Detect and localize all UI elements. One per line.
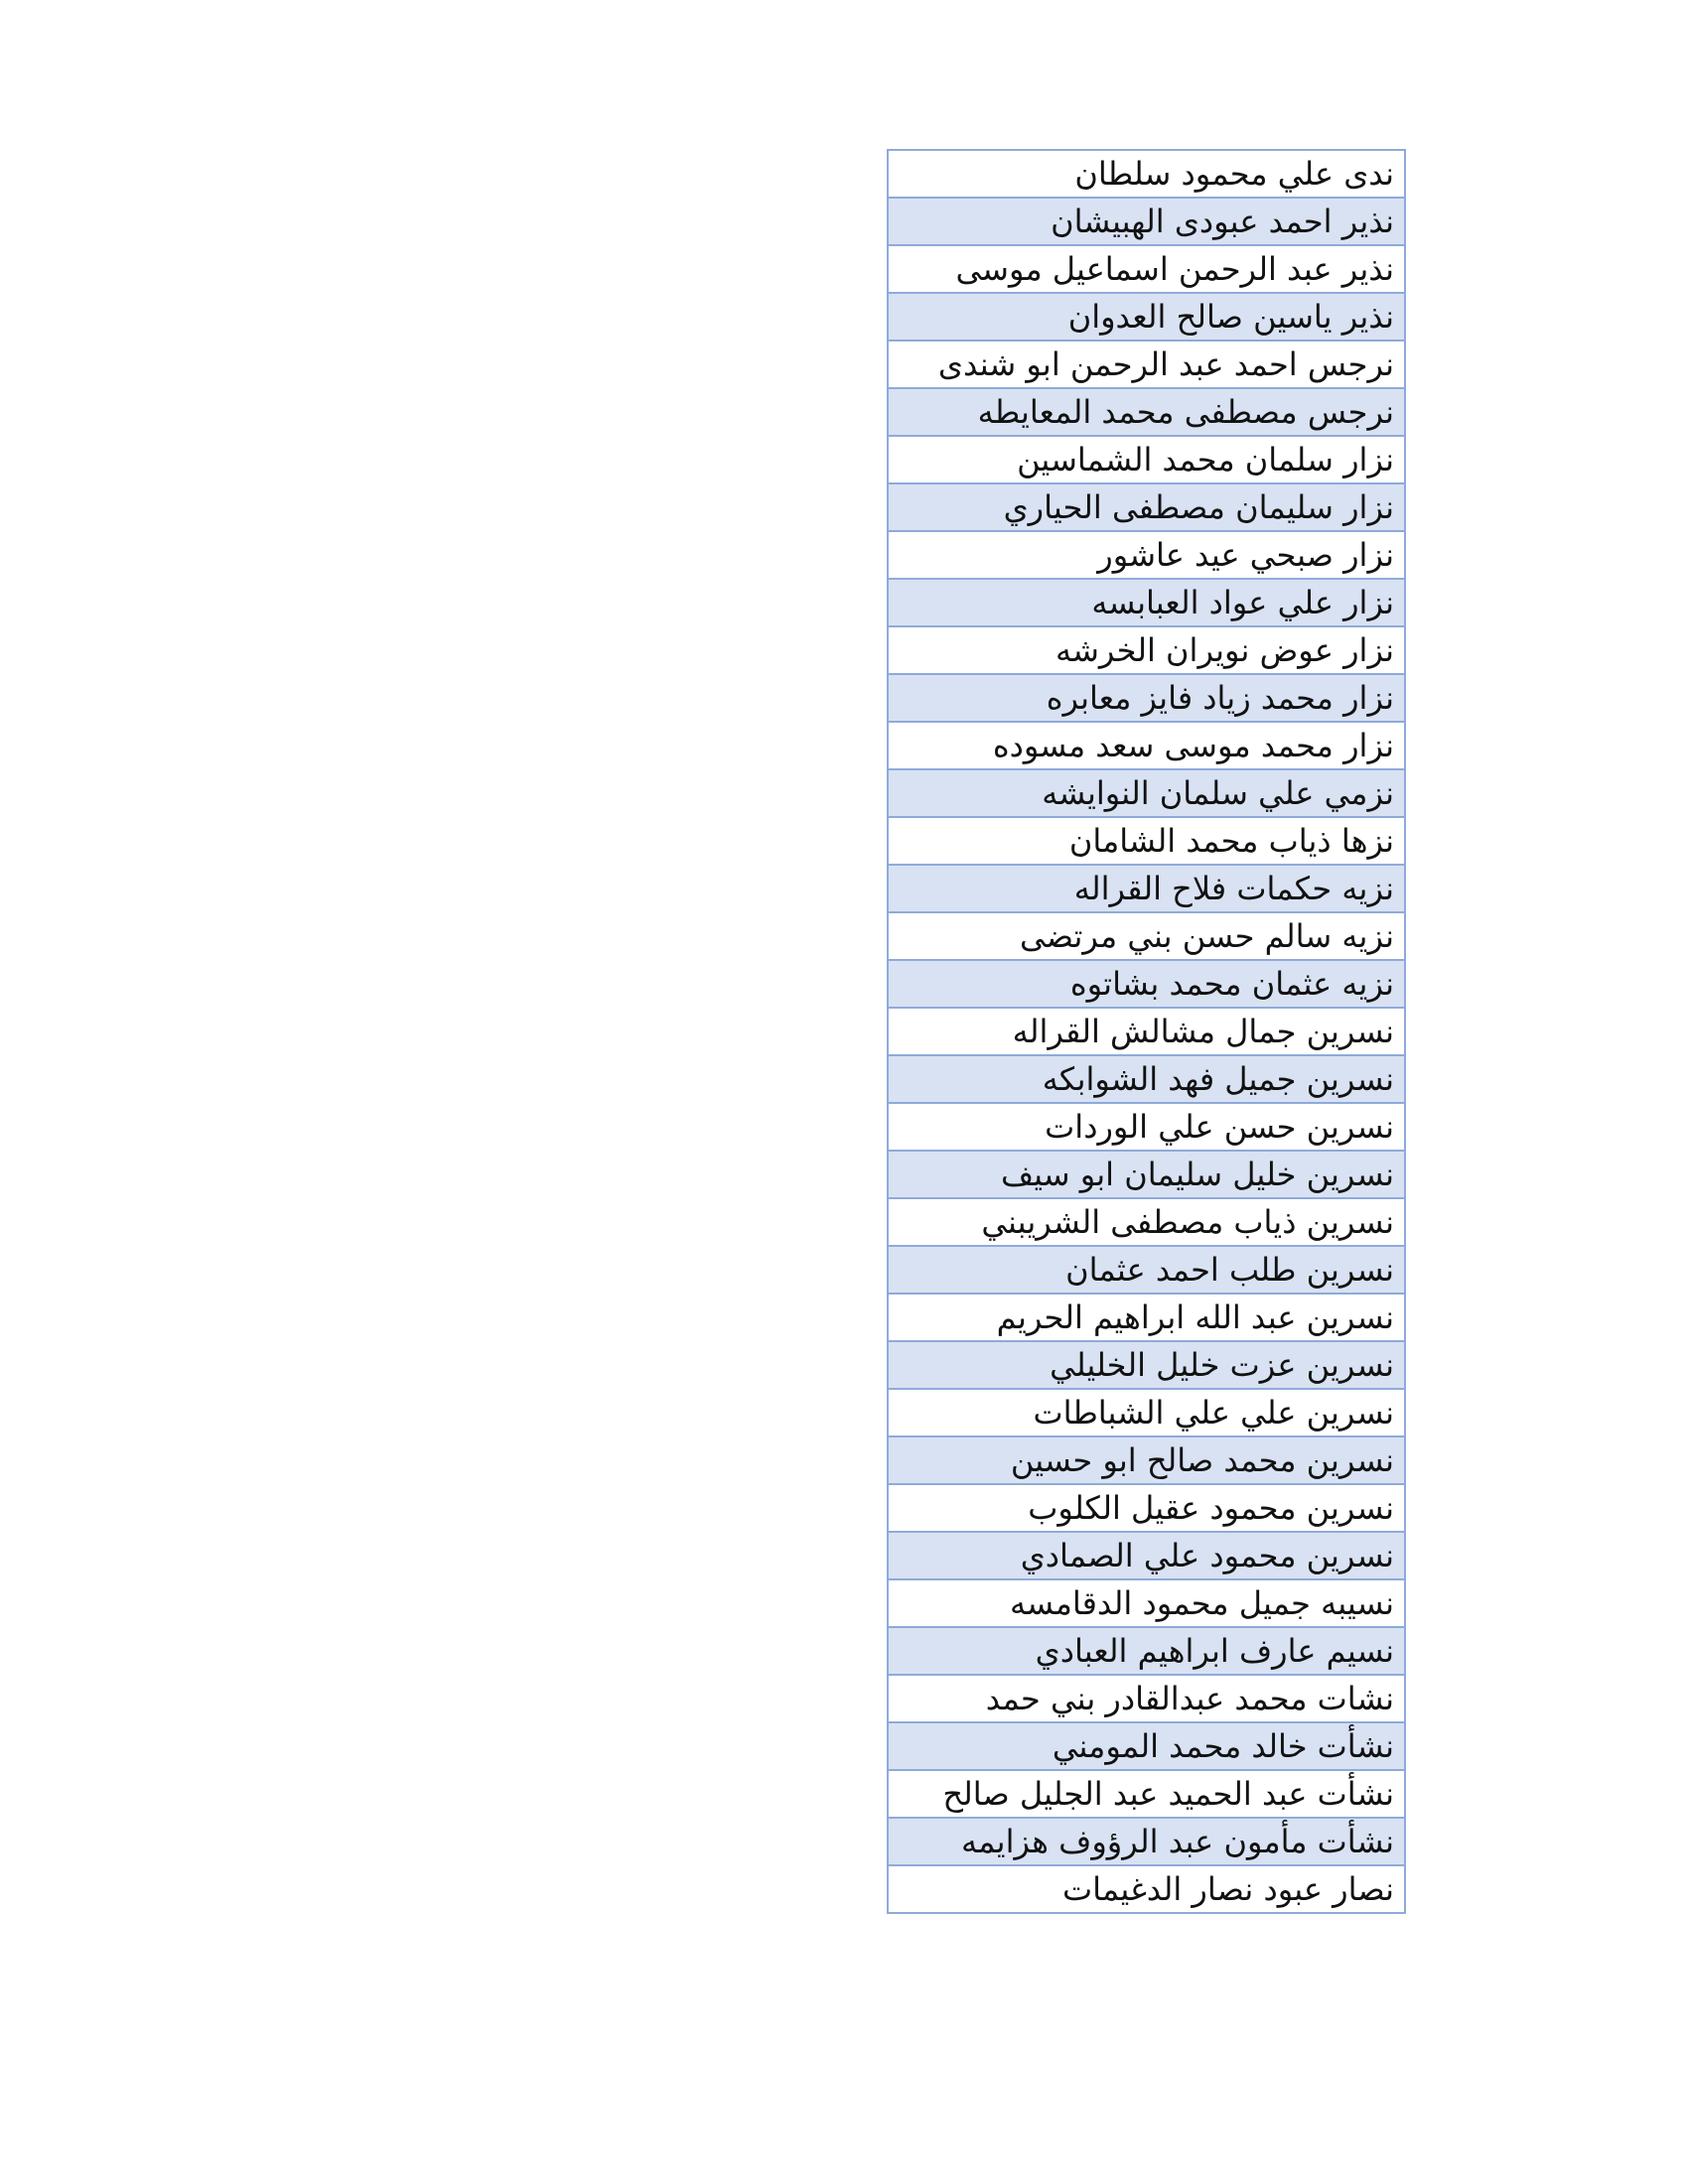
name-cell: نزار عوض نويران الخرشه <box>888 626 1405 674</box>
table-row <box>888 531 1405 579</box>
name-cell: نرجس احمد عبد الرحمن ابو شندى <box>888 341 1405 388</box>
table-row <box>888 198 1405 245</box>
table-row <box>888 865 1405 912</box>
name-cell: نسرين حسن علي الوردات <box>888 1103 1405 1151</box>
table-row <box>888 245 1405 293</box>
table-row <box>888 1436 1405 1484</box>
table-row <box>888 1055 1405 1103</box>
table-row <box>888 1770 1405 1818</box>
table-row <box>888 960 1405 1008</box>
name-cell: نسرين محمود علي الصمادي <box>888 1532 1405 1579</box>
table-row <box>888 293 1405 341</box>
table-row <box>888 769 1405 817</box>
name-cell: نزها ذياب محمد الشامان <box>888 817 1405 865</box>
table-row <box>888 436 1405 483</box>
name-cell: نشات محمد عبدالقادر بني حمد <box>888 1675 1405 1722</box>
name-cell: نسرين طلب احمد عثمان <box>888 1246 1405 1294</box>
table-row <box>888 1341 1405 1389</box>
name-cell: نذير ياسين صالح العدوان <box>888 293 1405 341</box>
name-cell: نزمي علي سلمان النوايشه <box>888 769 1405 817</box>
table-row <box>888 722 1405 769</box>
table-row <box>888 1818 1405 1865</box>
name-cell: نسيبه جميل محمود الدقامسه <box>888 1579 1405 1627</box>
table-row <box>888 1389 1405 1436</box>
table-row <box>888 1532 1405 1579</box>
name-cell: نسرين جمال مشالش القراله <box>888 1008 1405 1055</box>
name-cell: نزار محمد موسى سعد مسوده <box>888 722 1405 769</box>
names-table-body <box>888 150 1405 1913</box>
name-cell: نسرين ذياب مصطفى الشريبني <box>888 1198 1405 1246</box>
table-row <box>888 1675 1405 1722</box>
table-row <box>888 1484 1405 1532</box>
table-row <box>888 1865 1405 1913</box>
name-cell: نسرين جميل فهد الشوابكه <box>888 1055 1405 1103</box>
name-cell: نشأت خالد محمد المومني <box>888 1722 1405 1770</box>
name-cell: نرجس مصطفى محمد المعايطه <box>888 388 1405 436</box>
table-row <box>888 483 1405 531</box>
name-cell: نزار علي عواد العبابسه <box>888 579 1405 626</box>
name-cell: نسرين عزت خليل الخليلي <box>888 1341 1405 1389</box>
table-row <box>888 817 1405 865</box>
table-row <box>888 579 1405 626</box>
name-cell: نذير عبد الرحمن اسماعيل موسى <box>888 245 1405 293</box>
table-row <box>888 1579 1405 1627</box>
table-row <box>888 1151 1405 1198</box>
table-row <box>888 674 1405 722</box>
name-cell: نسرين محمد صالح ابو حسين <box>888 1436 1405 1484</box>
name-cell: نسيم عارف ابراهيم العبادي <box>888 1627 1405 1675</box>
table-row <box>888 150 1405 198</box>
name-cell: نشأت مأمون عبد الرؤوف هزايمه <box>888 1818 1405 1865</box>
name-cell: نسرين محمود عقيل الكلوب <box>888 1484 1405 1532</box>
name-cell: نزار محمد زياد فايز معابره <box>888 674 1405 722</box>
name-cell: نزار سليمان مصطفى الحياري <box>888 483 1405 531</box>
table-row <box>888 626 1405 674</box>
table-row <box>888 1198 1405 1246</box>
name-cell: نزيه عثمان محمد بشاتوه <box>888 960 1405 1008</box>
name-cell: نزار سلمان محمد الشماسين <box>888 436 1405 483</box>
table-row <box>888 1008 1405 1055</box>
table-row <box>888 341 1405 388</box>
name-cell: نصار عبود نصار الدغيمات <box>888 1865 1405 1913</box>
table-row <box>888 1722 1405 1770</box>
name-cell: نزيه سالم حسن بني مرتضى <box>888 912 1405 960</box>
name-cell: نشأت عبد الحميد عبد الجليل صالح <box>888 1770 1405 1818</box>
name-cell: نزار صبحي عيد عاشور <box>888 531 1405 579</box>
name-cell: نزيه حكمات فلاح القراله <box>888 865 1405 912</box>
table-row <box>888 388 1405 436</box>
table-row <box>888 1103 1405 1151</box>
table-row <box>888 912 1405 960</box>
table-row <box>888 1294 1405 1341</box>
names-table <box>887 149 1406 1914</box>
name-cell: نسرين عبد الله ابراهيم الحريم <box>888 1294 1405 1341</box>
table-row <box>888 1246 1405 1294</box>
name-cell: نذير احمد عبودى الهبيشان <box>888 198 1405 245</box>
name-cell: ندى علي محمود سلطان <box>888 150 1405 198</box>
name-cell: نسرين علي علي الشباطات <box>888 1389 1405 1436</box>
table-row <box>888 1627 1405 1675</box>
name-cell: نسرين خليل سليمان ابو سيف <box>888 1151 1405 1198</box>
